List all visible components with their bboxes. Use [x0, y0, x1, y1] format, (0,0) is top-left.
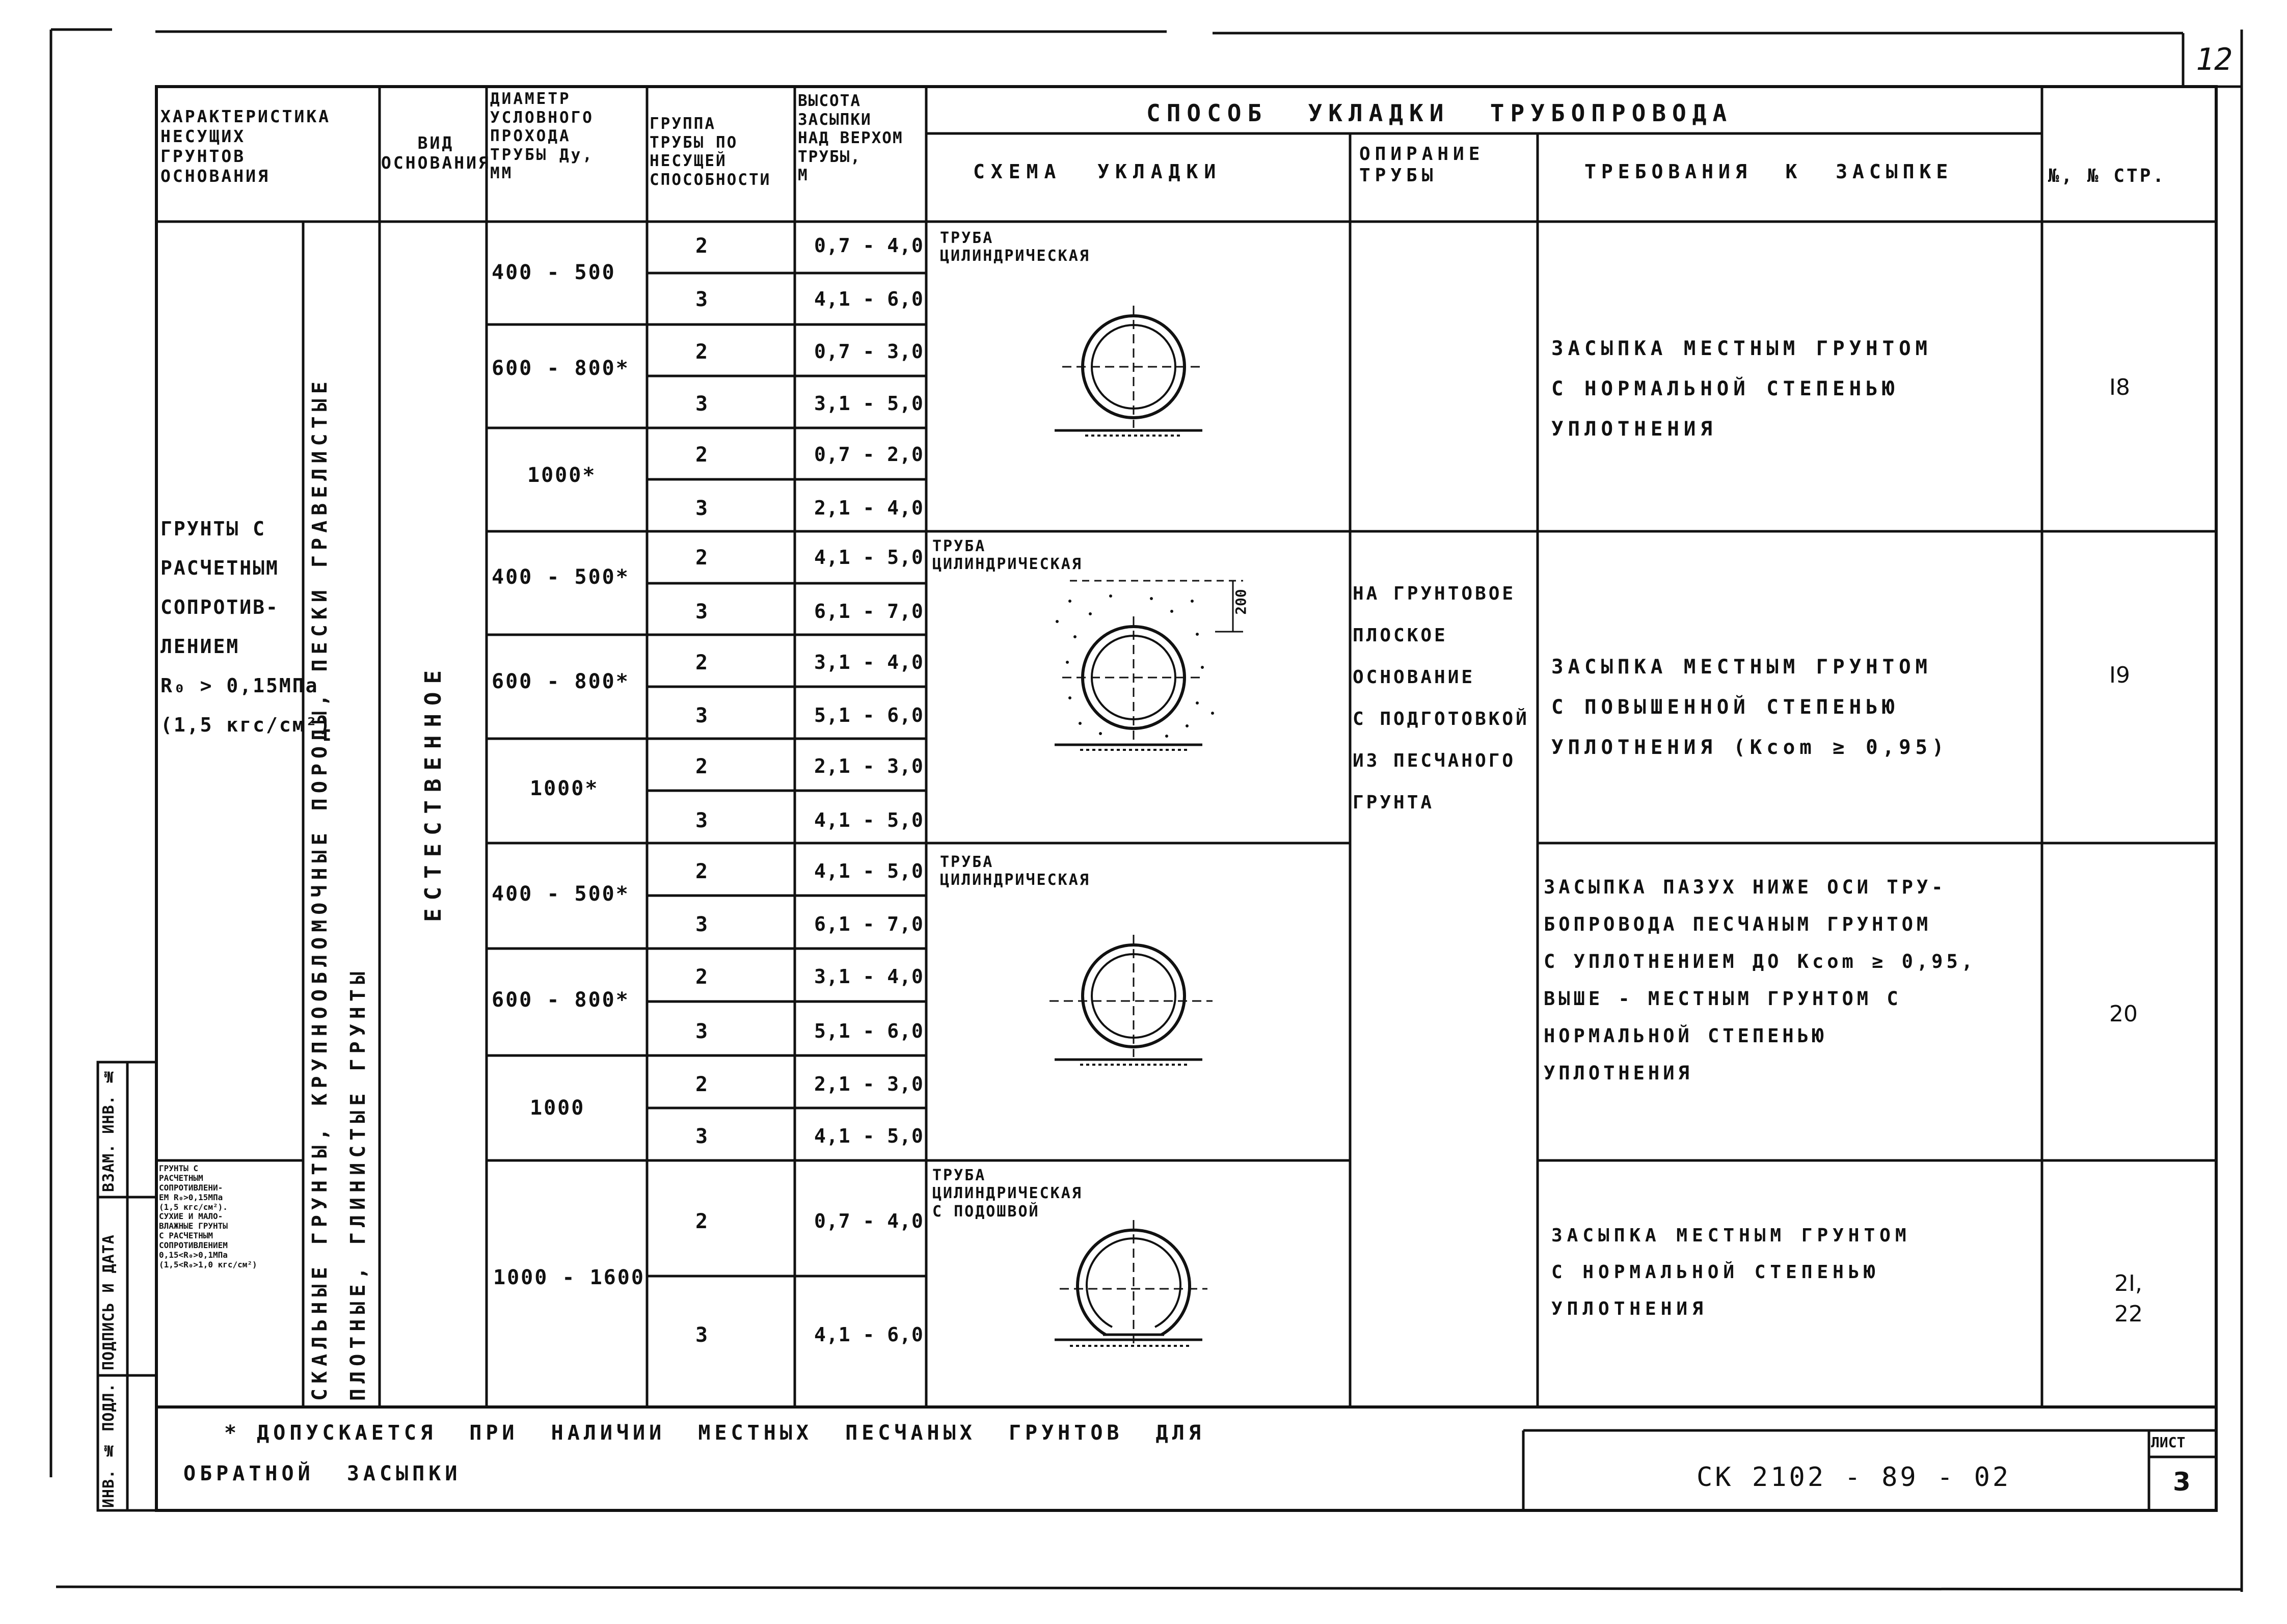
pipe-group-cell: 3 — [695, 809, 710, 832]
header-laying-method: СПОСОБ УКЛАДКИ ТРУБОПРОВОДА — [1146, 99, 1733, 127]
fill-height-cell: 2,1 - 3,0 — [814, 1073, 924, 1095]
fill-height-cell: 6,1 - 7,0 — [814, 600, 924, 622]
page-ref-3: 20 — [2109, 1001, 2138, 1027]
pipe-group-cell: 3 — [695, 1323, 710, 1347]
soil-types-line-2: ПЛОТНЫЕ, ГЛИНИСТЫЕ ГРУНТЫ — [346, 966, 370, 1401]
footnote-line-2: ОБРАТНОЙ ЗАСЫПКИ — [183, 1462, 462, 1485]
margin-signature-date: ПОДПИСЬ И ДАТА — [100, 1234, 118, 1370]
pipe-group-cell: 3 — [695, 913, 710, 936]
document-code: СК 2102 - 89 - 02 — [1697, 1462, 2011, 1493]
scheme-dimension: 200 — [1232, 589, 1249, 615]
fill-height-cell: 0,7 - 3,0 — [814, 340, 924, 363]
fill-height-cell: 2,1 - 3,0 — [814, 755, 924, 777]
diameter-cell: 1000 - 1600 — [493, 1266, 645, 1289]
fill-height-cell: 3,1 - 5,0 — [814, 392, 924, 415]
pipe-group-cell: 3 — [695, 704, 710, 727]
fill-height-cell: 4,1 - 5,0 — [814, 809, 924, 831]
header-pipe-support: ОПИРАНИЕ ТРУБЫ — [1359, 144, 1485, 186]
pipe-group-cell: 2 — [695, 651, 710, 674]
header-fill-height: ВЫСОТА ЗАСЫПКИ НАД ВЕРХОМ ТРУБЫ, М — [798, 92, 903, 185]
pipe-group-cell: 2 — [695, 234, 710, 258]
diameter-cell: 1000 — [530, 1096, 585, 1120]
pipe-group-cell: 3 — [695, 392, 710, 416]
fill-height-cell: 4,1 - 5,0 — [814, 860, 924, 882]
sheet-number: 3 — [2173, 1467, 2191, 1497]
header-base-type: ВИД ОСНОВАНИЯ — [381, 133, 491, 173]
scheme-label-4: ТРУБА ЦИЛИНДРИЧЕСКАЯ С ПОДОШВОЙ — [932, 1167, 1083, 1221]
sheet-label: ЛИСТ — [2151, 1434, 2186, 1451]
fill-height-cell: 4,1 - 6,0 — [814, 288, 924, 310]
pipe-group-cell: 2 — [695, 546, 710, 570]
fill-height-cell: 5,1 - 6,0 — [814, 704, 924, 726]
diameter-cell: 400 - 500* — [492, 565, 630, 589]
fill-height-cell: 2,1 - 4,0 — [814, 497, 924, 519]
pipe-group-cell: 2 — [695, 340, 710, 364]
requirement-1: ЗАСЫПКА МЕСТНЫМ ГРУНТОМ С НОРМАЛЬНОЙ СТЕПЕНЬЮ УПЛОТНЕНИЯ — [1551, 337, 1932, 441]
requirement-3: ЗАСЫПКА ПАЗУХ НИЖЕ ОСИ ТРУ- БОПРОВОДА ПЕСЧАНЫМ ГРУНТОМ С УПЛОТНЕНИЕМ ДО Kcom ≥ 0,95, ВЫШЕ - МЕСТНЫМ ГРУНТОМ С НОРМАЛЬНОЙ СТЕПЕНЬЮ УПЛОТНЕНИЯ — [1544, 876, 1977, 1084]
diameter-cell: 1000* — [530, 777, 599, 800]
pipe-group-cell: 2 — [695, 443, 710, 467]
requirement-4: ЗАСЫПКА МЕСТНЫМ ГРУНТОМ С НОРМАЛЬНОЙ СТЕПЕНЬЮ УПЛОТНЕНИЯ — [1551, 1225, 1911, 1319]
margin-replacement-inventory: ВЗАМ. ИНВ. № — [100, 1067, 118, 1192]
margin-original-inventory: ИНВ. № ПОДЛ. — [100, 1383, 118, 1508]
base-type-natural: ЕСТЕСТВЕННОЕ — [420, 662, 446, 922]
page-ref-4: 2I, 22 — [2114, 1270, 2143, 1327]
scheme-label-2: ТРУБА ЦИЛИНДРИЧЕСКАЯ — [932, 537, 1083, 574]
pipe-scheme-3 — [1050, 935, 1213, 1065]
pipe-group-cell: 2 — [695, 965, 710, 989]
corner-page-number: 12 — [2196, 42, 2233, 77]
pipe-group-cell: 2 — [695, 1073, 710, 1096]
pipe-group-cell: 2 — [695, 1210, 710, 1233]
diameter-cell: 600 - 800* — [492, 670, 630, 693]
pipe-scheme-2 — [1055, 581, 1243, 750]
page-ref-1: I8 — [2109, 374, 2130, 400]
diameter-cell: 600 - 800* — [492, 988, 630, 1012]
pipe-group-cell: 3 — [695, 497, 710, 520]
scheme-label-3: ТРУБА ЦИЛИНДРИЧЕСКАЯ — [940, 853, 1090, 889]
fill-height-cell: 4,1 - 5,0 — [814, 546, 924, 569]
requirement-2: ЗАСЫПКА МЕСТНЫМ ГРУНТОМ С ПОВЫШЕННОЙ СТЕПЕНЬЮ УПЛОТНЕНИЯ (Kcom ≥ 0,95) — [1551, 656, 1949, 759]
pipe-group-cell: 3 — [695, 1020, 710, 1043]
pipe-group-cell: 3 — [695, 288, 710, 311]
header-pipe-group: ГРУППА ТРУБЫ ПО НЕСУЩЕЙ СПОСОБНОСТИ — [650, 115, 771, 189]
scheme-label-1: ТРУБА ЦИЛИНДРИЧЕСКАЯ — [940, 229, 1090, 265]
header-soil-characteristics: ХАРАКТЕРИСТИКА НЕСУЩИХ ГРУНТОВ ОСНОВАНИЯ — [160, 106, 331, 186]
diameter-cell: 400 - 500* — [492, 882, 630, 906]
fill-height-cell: 6,1 - 7,0 — [814, 913, 924, 935]
header-laying-scheme: СХЕМА УКЛАДКИ — [973, 160, 1222, 183]
fill-height-cell: 0,7 - 4,0 — [814, 1210, 924, 1232]
fill-height-cell: 4,1 - 5,0 — [814, 1125, 924, 1147]
diameter-cell: 400 - 500 — [492, 261, 616, 284]
fill-height-cell: 3,1 - 4,0 — [814, 651, 924, 673]
pipe-scheme-4 — [1055, 1220, 1207, 1346]
soil-types-line-1: СКАЛЬНЫЕ ГРУНТЫ, КРУПНООБЛОМОЧНЫЕ ПОРОДЫ, ПЕСКИ ГРАВЕЛИСТЫЕ — [308, 376, 332, 1401]
fill-height-cell: 0,7 - 2,0 — [814, 443, 924, 466]
footnote-line-1: * ДОПУСКАЕТСЯ ПРИ НАЛИЧИИ МЕСТНЫХ ПЕСЧАНЫХ ГРУНТОВ ДЛЯ — [224, 1421, 1205, 1445]
pipe-support-text: НА ГРУНТОВОЕ ПЛОСКОЕ ОСНОВАНИЕ С ПОДГОТОВКОЙ ИЗ ПЕСЧАНОГО ГРУНТА — [1353, 583, 1529, 813]
header-diameter: ДИАМЕТР УСЛОВНОГО ПРОХОДА ТРУБЫ Ду, ММ — [490, 90, 594, 183]
diameter-cell: 1000* — [527, 464, 597, 487]
fill-height-cell: 5,1 - 6,0 — [814, 1020, 924, 1042]
pipe-group-cell: 3 — [695, 600, 710, 624]
fill-height-cell: 4,1 - 6,0 — [814, 1323, 924, 1346]
header-page-numbers: №, № СТР. — [2048, 166, 2166, 186]
pipe-scheme-1 — [1055, 306, 1205, 436]
header-fill-requirements: ТРЕБОВАНИЯ К ЗАСЫПКЕ — [1584, 160, 1953, 183]
soil-group-2: ГРУНТЫ С РАСЧЕТНЫМ СОПРОТИВЛЕНИ- ЕМ R₀>0,15МПа (1,5 кгс/см²). СУХИЕ И МАЛО- ВЛАЖНЫЕ ГРУНТЫ С РАСЧЕТНЫМ СОПРОТИВЛЕНИЕМ 0,15<R₀>0,1МПа (1,5<R₀>1,0 кгс/см²) — [159, 1163, 257, 1269]
page-ref-2: I9 — [2109, 662, 2130, 688]
soil-group-1: ГРУНТЫ С РАСЧЕТНЫМ СОПРОТИВ- ЛЕНИЕМ R₀ > 0,15МПа (1,5 кгс/см²) — [160, 518, 332, 736]
pipe-group-cell: 2 — [695, 755, 710, 778]
fill-height-cell: 3,1 - 4,0 — [814, 965, 924, 988]
pipe-group-cell: 3 — [695, 1125, 710, 1148]
pipe-group-cell: 2 — [695, 860, 710, 883]
diameter-cell: 600 - 800* — [492, 357, 630, 380]
fill-height-cell: 0,7 - 4,0 — [814, 234, 924, 257]
